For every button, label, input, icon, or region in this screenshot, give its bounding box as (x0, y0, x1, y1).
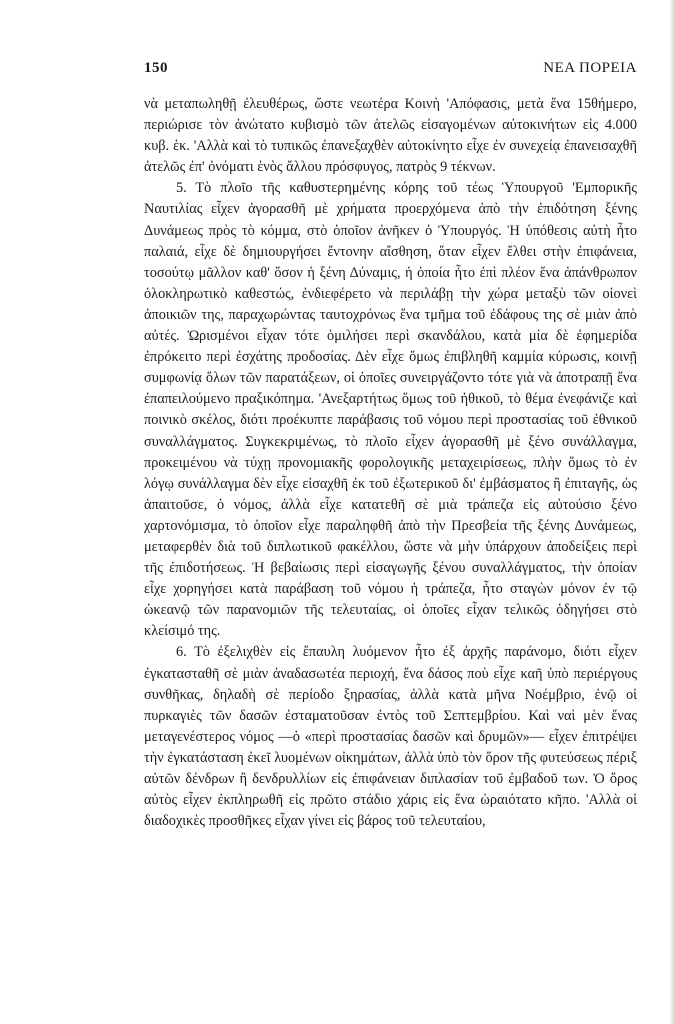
running-head (144, 60, 637, 80)
paragraph-item-5: 5. Τὸ πλοῖο τῆς καθυστερημένης κόρης τοῦ τέως Ὑπουργοῦ 'Εμπορικῆς Ναυτιλίας εἶχεν ἀγορασθῆ μὲ χρήματα προερχόμενα ἀπὸ τὴν ἐπιδότηση ξένης Δυνάμεως πρὸς τὸ κόμμα, στὸ ὁποῖον ἀνῆκεν ὁ Ὑπουργός. Ἡ ὑπόθεσις αὐτὴ ἦτο παλαιά, εἶχε δὲ δημιουργήσει ἔντονην αἴσθηση, ὅταν εἶχεν ἔλθει στὴν ἐπιφάνεια, τοσούτῳ μᾶλλον καθ' ὅσον ἡ ξένη Δύναμις, ἡ ὁποία ἦτο ἐπὶ πλέον ἕνα ἀπάνθρωπον ὁλοκληρωτικὸ καθεστώς, ἐνδιεφέρετο νὰ περιλάβῃ τὴν χώρα μεταξὺ τῶν οἱονεὶ ἀποικιῶν της, παραχωρώντας ταυτοχρόνως ἕνα τμῆμα τοῦ ἐδάφους της σὲ μιὰν ἀπὸ αὐτές. Ὡρισμένοι εἶχαν τότε ὁμιλήσει περὶ σκανδάλου, κατὰ μία δὲ ἐφημερίδα ἐπρόκειτο περὶ ἐσχάτης προδοσίας. Δὲν εἶχε ὅμως ἐπιβληθῆ καμμία κύρωσις, κοινῇ συμφωνίᾳ ὅλων τῶν παρατάξεων, οἱ ὁποῖες συνειργάζοντο τότε γιὰ νὰ ἀποτραπῇ ἕνα ἐπαπειλούμενο πραξικόπημα. 'Ανεξαρτήτως ὅμως τοῦ ἠθικοῦ, τὸ θέμα ἐνεφάνιζε καὶ ποινικὸ σκέλος, διότι προέκυπτε παράβασις τοῦ νόμου περὶ προστασίας τοῦ ἐθνικοῦ συναλλάγματος. Συγκεκριμένως, τὸ πλοῖο εἶχεν ἀγορασθῆ μὲ ξένο συνάλλαγμα, προκειμένου νὰ τύχῃ προνομιακῆς φορολογικῆς μεταχειρίσεως, πλὴν ὅμως τὸ ἐν λόγῳ συνάλλαγμα δὲν εἶχε εἰσαχθῆ ἐκ τοῦ ἐξωτερικοῦ δι' ἐμβάσματος ἢ ἐπιταγῆς, ὡς ἀπαιτοῦσε, ὁ νόμος, ἀλλὰ εἶχε κατατεθῆ σὲ μιὰ τράπεζα εἰς αὐτούσιο ξένο χαρτονόμισμα, τὸ ὁποῖον εἶχε παραληφθῆ ἀπὸ τὴν Πρεσβεία τῆς ξένης Δυνάμεως, μεταφερθὲν διὰ τοῦ διπλωτικοῦ φακέλλου, ὥστε νὰ μὴν ὑπάρχουν ἀποδείξεις περὶ τῆς ἐπιδοτήσεως. Ἡ βεβαίωσις περὶ εἰσαγωγῆς ξένου συναλλάγματος, τὴν ὁποίαν εἶχε χορηγήσει κατὰ παράβαση τοῦ νόμου ἡ τράπεζα, ἦτο σταγὼν μόνον ἐν τῷ ὠκεανῷ τῶν παρανομιῶν τῆς τελευταίας, οἱ ὁποῖες εἶχαν τελικῶς ὁδηγήσει στὸ κλείσιμό της. (144, 180, 637, 640)
journal-title: ΝΕΑ ΠΟΡΕΙΑ (543, 60, 637, 76)
page-edge-shadow (669, 0, 675, 1024)
body-text (144, 94, 637, 832)
page-number: 150 (144, 60, 168, 76)
paragraph-item-6: 6. Τὸ ἐξελιχθὲν εἰς ἔπαυλη λυόμενον ἦτο ἐξ ἀρχῆς παράνομο, διότι εἶχεν ἐγκατασταθῆ σὲ μιὰν ἀναδασωτέα περιοχή, ἕνα δάσος ποὺ εἶχε καῆ ὑπὸ περιέργους συνθῆκας, δηλαδὴ σὲ περίοδο ξηρασίας, ἀλλὰ κατὰ μῆνα Νοέμβριο, ἐνῷ οἱ πυρκαγιὲς τῶν δασῶν ἐσταματοῦσαν ἐντὸς τοῦ Σεπτεμβρίου. Καὶ ναὶ μὲν ἕνας μεταγενέστερος νόμος —ὁ «περὶ προστασίας δασῶν καὶ δρυμῶν»— εἶχεν ἐπιτρέψει τὴν ἐγκατάσταση ἐκεῖ λυομένων οἰκημάτων, ἀλλὰ ὑπὸ τὸν ὅρον τῆς φυτεύσεως πέριξ αὐτῶν δένδρων ἢ δενδρυλλίων εἰς ἐπιφάνειαν διπλασίαν τοῦ ἐμβαδοῦ των. Ὁ ὅρος αὐτὸς εἶχεν ἐκπληρωθῆ εἰς πρῶτο στάδιο χάρις εἰς ἕνα ὡραιότατο κῆπο. 'Αλλὰ οἱ διαδοχικὲς προσθῆκες εἶχαν γίνει εἰς βάρος τοῦ τελευταίου, (144, 644, 637, 830)
paragraph-continuation: νὰ μεταπωληθῇ ἐλευθέρως, ὥστε νεωτέρα Κοινὴ 'Απόφασις, μετὰ ἕνα 15θήμερο, περιώρισε τὸν ἀνώτατο κυβισμὸ τῶν ἀτελῶς εἰσαγομένων αὐτοκινήτων εἰς 4.000 κυβ. ἑκ. 'Αλλὰ καὶ τὸ τυπικῶς ἐπανεξαχθὲν αὐτοκίνητο εἶχε ἐν συνεχείᾳ ἐπανεισαχθῆ ἀτελῶς ἐπ' ὀνόματι ἑνὸς ἄλλου πρόσφυγος, πατρὸς 9 τέκνων. (144, 96, 637, 176)
